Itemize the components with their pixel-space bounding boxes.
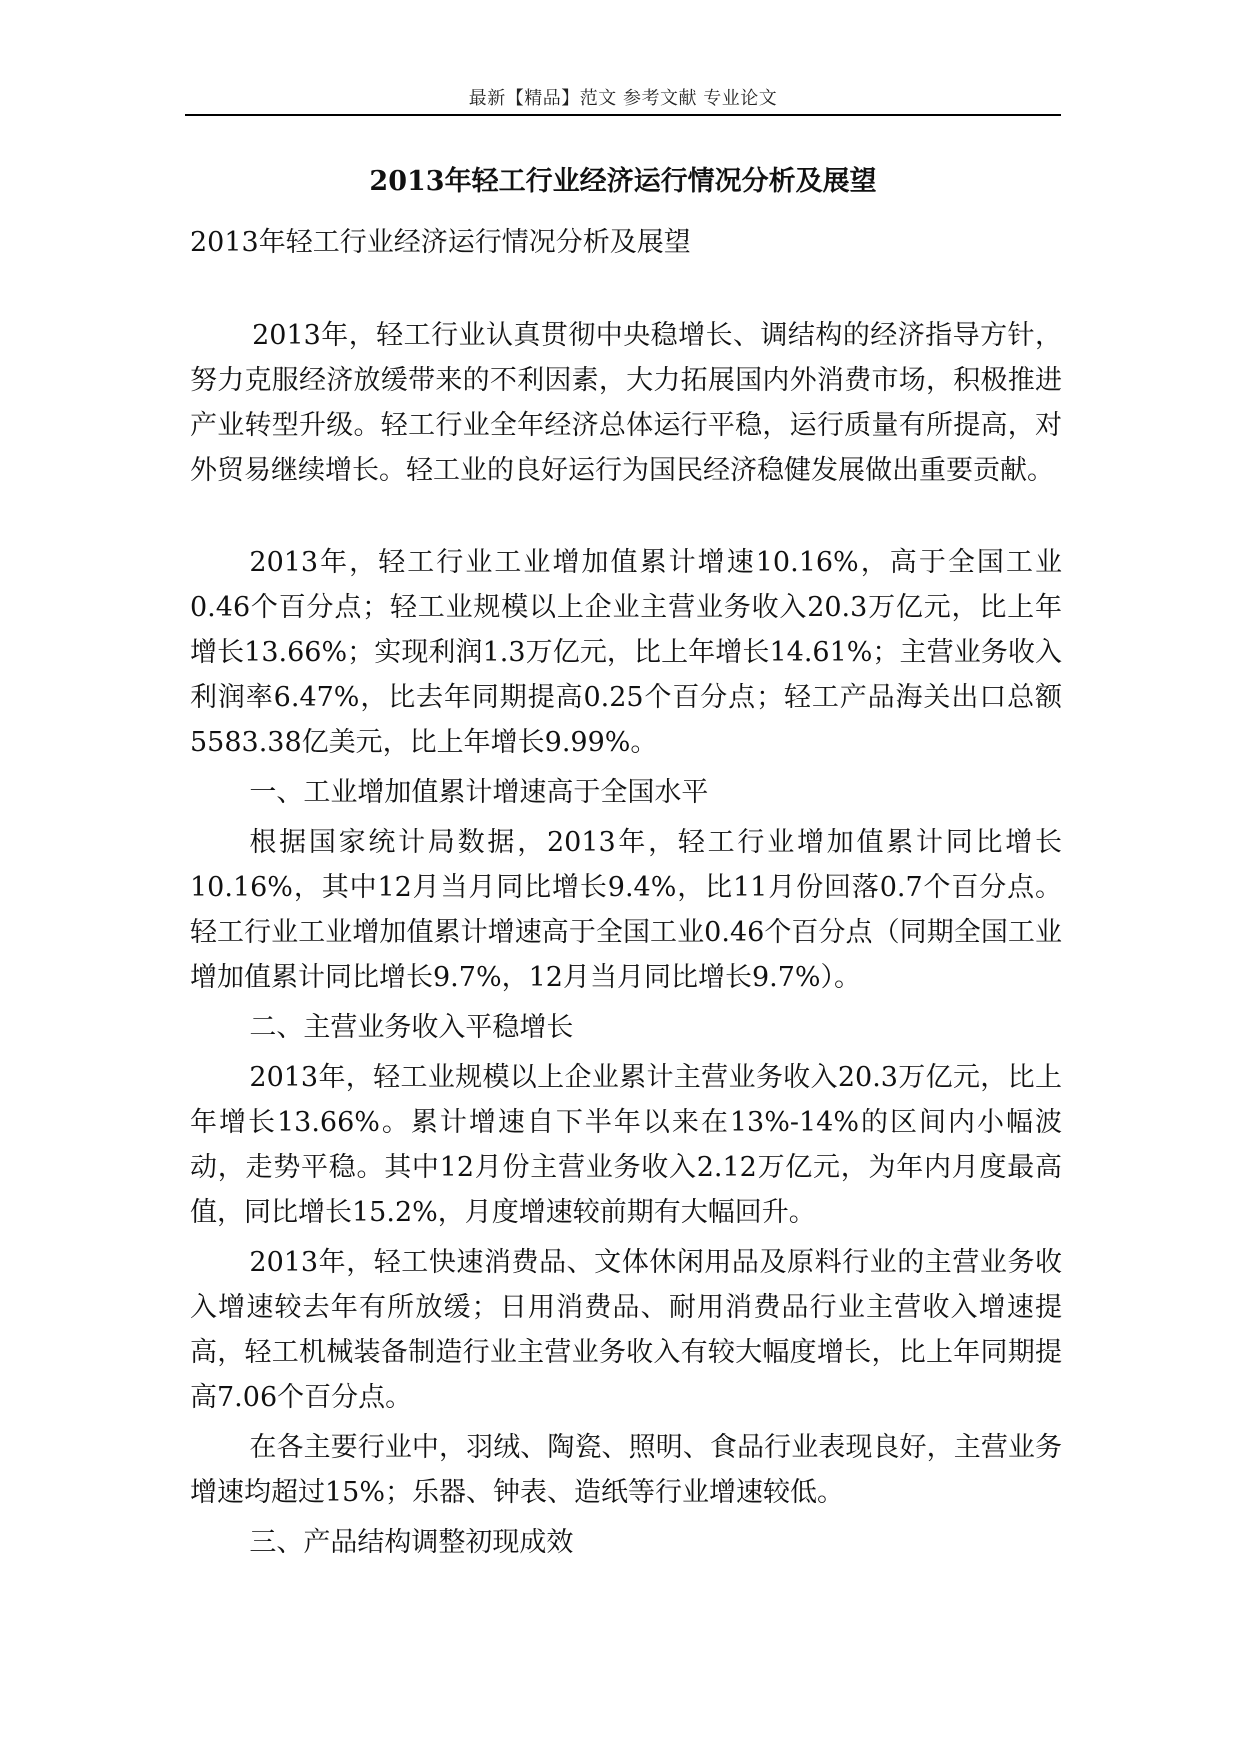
document-body: [190, 313, 1062, 1565]
section-2-paragraph-2: 2013年，轻工快速消费品、文体休闲用品及原料行业的主营业务收入增速较去年有所放缓；日用消费品、耐用消费品行业主营收入增速提高，轻工机械装备制造行业主营业务收入有较大幅度增长，比上年同期提高7.06个百分点。: [190, 1247, 1062, 1413]
section-1-paragraph: 根据国家统计局数据，2013年，轻工行业增加值累计同比增长10.16%，其中12月当月同比增长9.4%，比11月份回落0.7个百分点。轻工行业工业增加值累计增速高于全国工业0.46个百分点（同期全国工业增加值累计同比增长9.7%，12月当月同比增长9.7%）。: [190, 827, 1062, 993]
intro-paragraph: 2013年，轻工行业认真贯彻中央稳增长、调结构的经济指导方针，努力克服经济放缓带来的不利因素，大力拓展国内外消费市场，积极推进产业转型升级。轻工行业全年经济总体运行平稳，运行质量有所提高，对外贸易继续增长。轻工业的良好运行为国民经济稳健发展做出重要贡献。: [190, 320, 1062, 486]
summary-paragraph: 2013年，轻工行业工业增加值累计增速10.16%，高于全国工业0.46个百分点；轻工业规模以上企业主营业务收入20.3万亿元，比上年增长13.66%；实现利润1.3万亿元，比上年增长14.61%；主营业务收入利润率6.47%，比去年同期提高0.25个百分点；轻工产品海关出口总额5583.38亿美元，比上年增长9.99%。: [190, 547, 1062, 758]
section-heading-2: 二、主营业务收入平稳增长: [249, 1012, 574, 1043]
page-header: 最新【精品】范文 参考文献 专业论文: [468, 88, 778, 109]
document-subtitle: 2013年轻工行业经济运行情况分析及展望: [190, 227, 691, 258]
section-2-paragraph-1: 2013年，轻工业规模以上企业累计主营业务收入20.3万亿元，比上年增长13.66%。累计增速自下半年以来在13%-14%的区间内小幅波动，走势平稳。其中12月份主营业务收入2.12万亿元，为年内月度最高值，同比增长15.2%，月度增速较前期有大幅回升。: [190, 1062, 1062, 1228]
section-heading-3: 三、产品结构调整初现成效: [249, 1527, 574, 1558]
section-heading-1: 一、工业增加值累计增速高于全国水平: [249, 777, 709, 808]
document-title: 2013年轻工行业经济运行情况分析及展望: [369, 166, 877, 197]
section-2-paragraph-3: 在各主要行业中，羽绒、陶瓷、照明、食品行业表现良好，主营业务增速均超过15%；乐器、钟表、造纸等行业增速较低。: [190, 1432, 1062, 1508]
header-divider: [185, 114, 1061, 116]
